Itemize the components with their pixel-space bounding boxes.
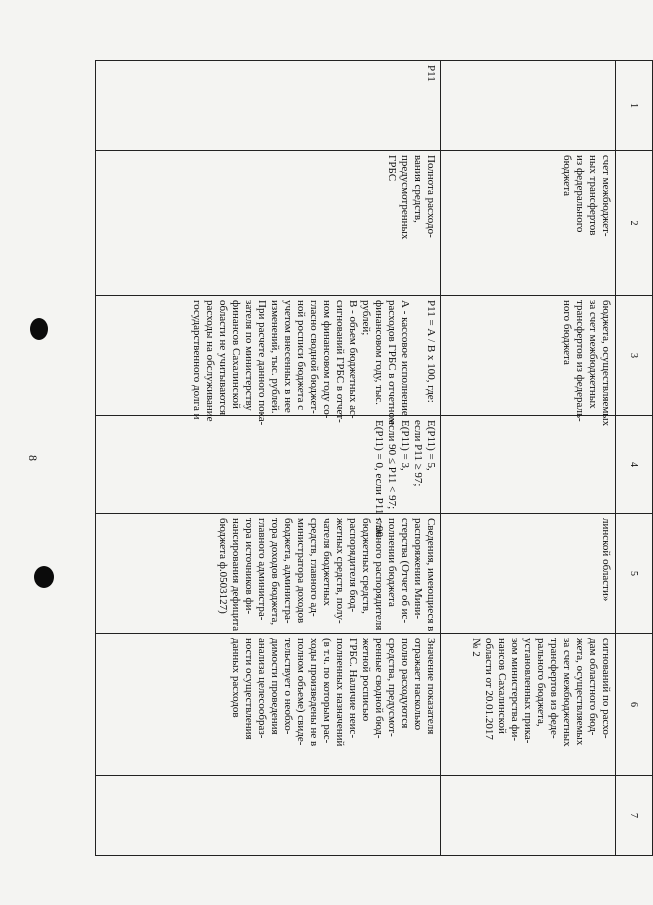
cell-text-line: сигнований по расхо- bbox=[600, 638, 612, 739]
cell-text-line: рублей; bbox=[360, 300, 372, 336]
header-col-5: 5 bbox=[616, 514, 653, 634]
cell-text-line: данных расходов bbox=[230, 638, 242, 718]
cell-r1-c6 bbox=[441, 634, 616, 776]
cell-text-line: изменений, тыс. рублей. bbox=[269, 300, 281, 414]
rotated-table-frame bbox=[95, 60, 653, 855]
header-col-3: 3 bbox=[616, 296, 653, 416]
cell-r1-c4 bbox=[441, 416, 616, 514]
cell-text-line: Е(Р11) = 3, bbox=[399, 420, 411, 471]
cell-text-line: бюджета ф.0503127) bbox=[217, 518, 229, 614]
cell-text-line: государственного долга и bbox=[191, 300, 203, 420]
table-row bbox=[96, 61, 441, 856]
cell-text-line: (в т.ч. по которым рас- bbox=[321, 638, 333, 744]
cell-r1-c1 bbox=[441, 61, 616, 151]
cell-text-line: рального бюджета, bbox=[535, 638, 547, 727]
header-col-7: 7 bbox=[616, 776, 653, 856]
cell-text-line: бюджета, осуществляемых bbox=[600, 300, 612, 427]
cell-text-line bbox=[411, 300, 424, 411]
cell-text-line: счет межбюджет- bbox=[600, 155, 612, 237]
cell-text-line: предусмотренных bbox=[399, 155, 411, 240]
cell-text-line: главного администра- bbox=[256, 518, 268, 621]
cell-text-line: тора источников фи- bbox=[243, 518, 255, 615]
cell-text-line: из федерального bbox=[574, 155, 586, 233]
binder-hole-top bbox=[30, 318, 48, 340]
cell-text-line: А - кассовое исполнение bbox=[399, 300, 411, 416]
cell-text-line: средства, предусмот- bbox=[386, 638, 398, 737]
cell-text-line: вания средств, bbox=[412, 155, 424, 223]
cell-text-line: за счет межбюджетных bbox=[561, 638, 573, 747]
cell-r1-c3 bbox=[441, 296, 616, 427]
cell-text-line: гласно сводной бюджет- bbox=[308, 300, 320, 414]
cell-text-line: нансов Сахалинской bbox=[496, 638, 508, 734]
header-row bbox=[616, 61, 653, 856]
cell-text-line: установленных прика- bbox=[522, 638, 534, 744]
cell-text-line: стерства (Отчет об ис- bbox=[399, 518, 411, 624]
cell-text-line: если 90 ≤ Р11 < 97; bbox=[386, 420, 398, 510]
header-col-1: 1 bbox=[616, 61, 653, 151]
cell-text-line: Сведения, имеющиеся в bbox=[425, 518, 437, 632]
page-number: 8 bbox=[26, 455, 40, 461]
cell-text-line: ных трансфертов bbox=[587, 155, 599, 236]
cell-text-line: чателя бюджетных bbox=[321, 518, 333, 606]
cell-text-line: ной росписи бюджета с bbox=[295, 300, 307, 411]
cell-text-line: полненных назначений bbox=[334, 638, 346, 747]
cell-text-line: сигнований ГРБС в отчет- bbox=[334, 300, 346, 423]
cell-text-line: ходы произведены не в bbox=[308, 638, 320, 747]
cell-text-line: дам областного бюд- bbox=[587, 638, 599, 736]
cell-text-line: Е(Р11) = 0, если Р11 < 90 bbox=[373, 420, 385, 538]
binder-hole-bottom bbox=[34, 566, 54, 588]
cell-r1-c5 bbox=[441, 514, 616, 634]
cell-r2-c4 bbox=[96, 416, 441, 538]
cell-text-line: Е(Р11) = 5, bbox=[425, 420, 437, 471]
cell-r2-c7 bbox=[96, 776, 441, 856]
cell-text-line: ГРБС. Наличие неис- bbox=[347, 638, 359, 739]
cell-text-line: учетом внесенных в нее bbox=[282, 300, 294, 413]
cell-text-line: анализа целесообраз- bbox=[256, 638, 268, 739]
cell-text-line: области от 20.01.2017 bbox=[483, 638, 495, 740]
cell-text-line: ного бюджета bbox=[561, 300, 573, 365]
cell-r1-c2 bbox=[441, 151, 616, 296]
cell-text-line: полном объеме) свиде- bbox=[295, 638, 307, 746]
cell-text-line: тора доходов бюджета, bbox=[269, 518, 281, 626]
cell-text-line: линской области» bbox=[600, 518, 612, 602]
cell-text-line: В - объем бюджетных ас- bbox=[347, 300, 359, 419]
cell-text-line: Полнота расходо- bbox=[425, 155, 437, 238]
header-col-4: 4 bbox=[616, 416, 653, 514]
cell-text-line: министратора доходов bbox=[295, 518, 307, 624]
cell-r2-c2 bbox=[96, 151, 441, 296]
indicator-table bbox=[95, 60, 653, 856]
cell-text-line: распорядителя бюд- bbox=[347, 518, 359, 613]
cell-text-line: жетных средств, полу- bbox=[334, 518, 346, 624]
cell-text-line: финансов Сахалинской bbox=[230, 300, 242, 409]
cell-r2-c3 bbox=[96, 296, 441, 426]
cell-text-line: жета, осуществляемых bbox=[574, 638, 586, 746]
cell-text-line: бюджета bbox=[561, 155, 573, 197]
cell-text-line: ном финансовом году со- bbox=[321, 300, 333, 419]
cell-text-line: за счет межбюджетных bbox=[587, 300, 599, 409]
cell-text-line: если Р11 ≥ 97; bbox=[412, 420, 424, 487]
cell-r1-c7 bbox=[441, 776, 616, 856]
cell-text-line: расходов ГРБС в отчетном bbox=[386, 300, 398, 425]
cell-r2-c1 bbox=[96, 61, 441, 151]
cell-text-line: тельствует о необхо- bbox=[282, 638, 294, 735]
cell-text-line: ности осуществления bbox=[243, 638, 255, 740]
cell-text-line: трансфертов из федераль- bbox=[574, 300, 586, 422]
cell-text-line: бюджетных средств, bbox=[360, 518, 372, 614]
cell-text-line: ренные сводной бюд- bbox=[373, 638, 385, 739]
header-col-2: 2 bbox=[616, 151, 653, 296]
cell-text-line: зом министерства фи- bbox=[509, 638, 521, 742]
cell-text-line: жетной росписью bbox=[360, 638, 372, 722]
cell-text-line: полнении бюджета bbox=[386, 518, 398, 607]
cell-text-line: Значение показателя bbox=[425, 638, 437, 735]
cell-text-line: полно расходуются bbox=[399, 638, 411, 729]
cell-r2-c6 bbox=[96, 634, 441, 776]
cell-text-line: При расчете данного пока- bbox=[256, 300, 268, 426]
cell-text-line: Р11 bbox=[425, 65, 437, 82]
cell-text-line: расходы на обслуживание bbox=[204, 300, 216, 422]
header-col-6: 6 bbox=[616, 634, 653, 776]
cell-text-line: зателя по министерству bbox=[243, 300, 255, 411]
cell-text-line: бюджета, администра- bbox=[282, 518, 294, 624]
cell-text-line: распоряжении Мини- bbox=[412, 518, 424, 620]
table-row bbox=[441, 61, 616, 856]
cell-text-line: отражает насколько bbox=[412, 638, 424, 731]
cell-text-line: № 2 bbox=[470, 638, 482, 657]
cell-r2-c5 bbox=[96, 514, 441, 634]
cell-text-line: нансирования дефицита bbox=[230, 518, 242, 632]
cell-text-line: Р11 = А / В х 100, где: bbox=[425, 300, 437, 403]
cell-text-line: димости проведения bbox=[269, 638, 281, 735]
cell-text-line: средств, главного ад- bbox=[308, 518, 320, 617]
cell-text-line: главного распорядителя bbox=[373, 518, 385, 631]
cell-text-line: области не учитываются bbox=[217, 300, 229, 416]
cell-text-line: финансовом году, тыс. bbox=[373, 300, 385, 405]
cell-text-line: трансфертов из феде- bbox=[548, 638, 560, 739]
cell-text-line: ГРБС bbox=[386, 155, 398, 182]
